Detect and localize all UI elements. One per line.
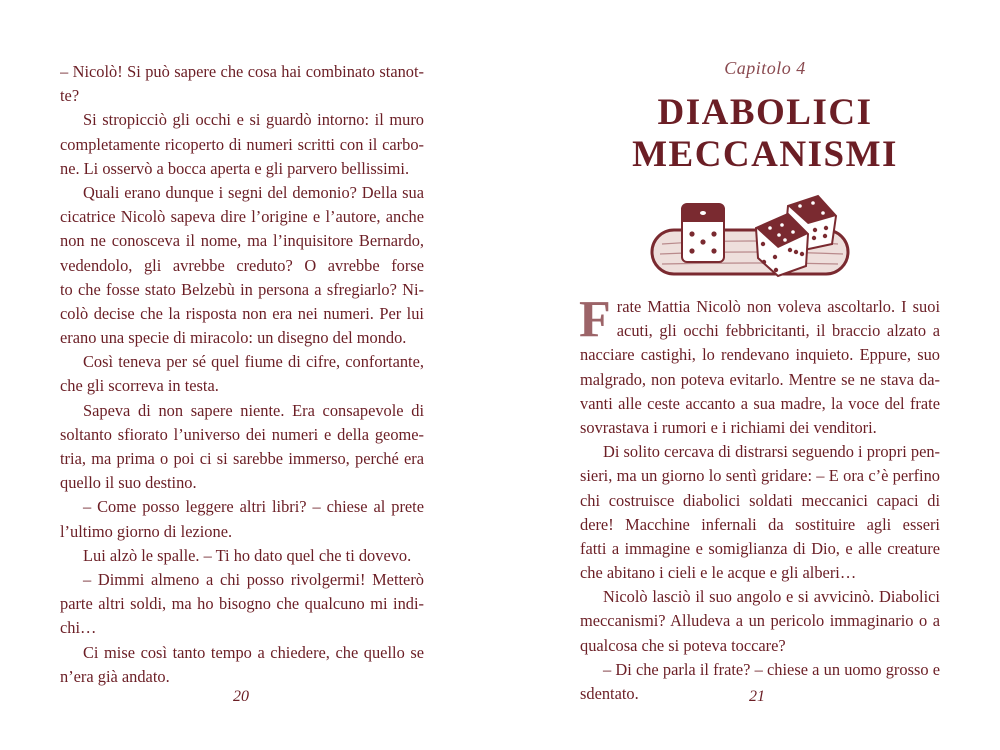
dice-illustration <box>648 192 868 282</box>
text-line: che abitano i cieli e le acque e gli alberi… <box>580 563 857 583</box>
text-line: sieri, ma un giorno lo sentì gridare: – E ora c’è perfino <box>580 466 940 486</box>
text-line: rate Mattia Nicolò non voleva ascoltarlo. I suoi <box>616 297 940 316</box>
text-line: quello il suo destino. <box>60 473 197 493</box>
right-page-body <box>579 291 940 706</box>
text-line: to che fosse stato Belzebù in persona a sfregiarlo? Ni- <box>60 279 424 299</box>
text-line: fatti a immagine e somiglianza di Dio, e alle creature <box>580 538 940 558</box>
text-line: n’era già andato. <box>60 666 170 686</box>
left-page-body <box>60 60 424 689</box>
text-line: ne. Li osservò a bocca aperta e gli parvero bellissimi. <box>60 158 410 178</box>
text-line: che gli scorreva in testa. <box>60 376 219 396</box>
text-line: erano una specie di miracolo: un disegno del mondo. <box>60 328 407 348</box>
chapter-label: Capitolo 4 <box>724 58 806 78</box>
text-line: Lui alzò le spalle. – Ti ho dato quel che ti dovevo. <box>83 545 412 565</box>
text-line: sdentato. <box>580 684 639 703</box>
text-line: chi… <box>60 618 97 638</box>
text-line: – Di che parla il frate? – chiese a un uomo grosso e <box>603 659 940 679</box>
text-line: sovrastava i rumori e i richiami dei venditori. <box>580 417 877 437</box>
text-line: Di solito cercava di distrarsi seguendo i propri pen- <box>603 442 940 462</box>
text-line: malgrado, non poteva evitarlo. Mentre se ne stava da- <box>580 369 940 389</box>
text-line: meccanismi? Alludeva a un pericolo immaginario o a <box>580 611 940 631</box>
text-line: te? <box>60 86 80 106</box>
text-line: cicatrice Nicolò sapeva dire l’origine e l’autore, anche <box>60 207 424 227</box>
page-number: 21 <box>749 688 765 705</box>
text-line: vedendolo, gli avrebbe creduto? O avrebbe forse <box>60 255 424 275</box>
drop-cap: F <box>579 291 611 348</box>
chapter-title <box>500 92 1000 176</box>
text-line: – Nicolò! Si può sapere che cosa hai combinato stanot- <box>60 62 424 81</box>
text-line: Nicolò lasciò il suo angolo e si avvicinò. Diabolici <box>603 587 940 607</box>
text-line: Sapeva di non sapere niente. Era consapevole di <box>83 400 424 420</box>
chapter-title-line: DIABOLICI <box>657 92 873 133</box>
text-line: vanti alle ceste accanto a sua madre, la voce del frate <box>580 393 940 413</box>
text-line: tria, ma prima o poi ci si sarebbe immerso, perché era <box>60 449 424 468</box>
text-line: acuti, gli occhi febbricitanti, il braccio alzato a <box>616 321 940 341</box>
text-line: soltanto sfiorato l’universo dei numeri e della geome- <box>60 424 424 444</box>
right-page <box>500 0 1000 750</box>
text-line: qualcosa che si poteva toccare? <box>580 635 786 655</box>
text-line: dere! Macchine infernali da sostituire agli esseri <box>580 514 940 534</box>
text-line: – Dimmi almeno a chi posso rivolgermi! Metterò <box>83 569 424 589</box>
text-line: Ci mise così tanto tempo a chiedere, che quello se <box>83 642 424 662</box>
die-icon <box>682 204 724 262</box>
text-line: l’ultimo giorno di lezione. <box>60 521 233 541</box>
text-line: colò decise che la risposta non era nei numeri. Per lui <box>60 303 424 323</box>
text-line: Così teneva per sé quel fiume di cifre, confortante, <box>83 352 424 372</box>
text-line: nacciare castighi, lo rendevano inquieto. Eppure, suo <box>580 345 940 365</box>
text-line: Quali erano dunque i segni del demonio? Della sua <box>83 182 424 202</box>
text-line: completamente ricoperto di numeri scritti con il carbo- <box>60 134 424 154</box>
text-line: Si stropicciò gli occhi e si guardò intorno: il muro <box>83 110 424 130</box>
page-number: 20 <box>233 688 249 705</box>
text-line: chi costruisce diabolici soldati meccanici capaci di <box>580 490 940 510</box>
text-line: – Come posso leggere altri libri? – chiese al prete <box>83 497 424 517</box>
text-line: non ne conosceva il nome, ma l’inquisitore Bernardo, <box>60 231 424 251</box>
chapter-title-line: MECCANISMI <box>632 134 898 175</box>
text-line: parte altri soldi, ma ho bisogno che qualcuno mi indi- <box>60 594 424 614</box>
